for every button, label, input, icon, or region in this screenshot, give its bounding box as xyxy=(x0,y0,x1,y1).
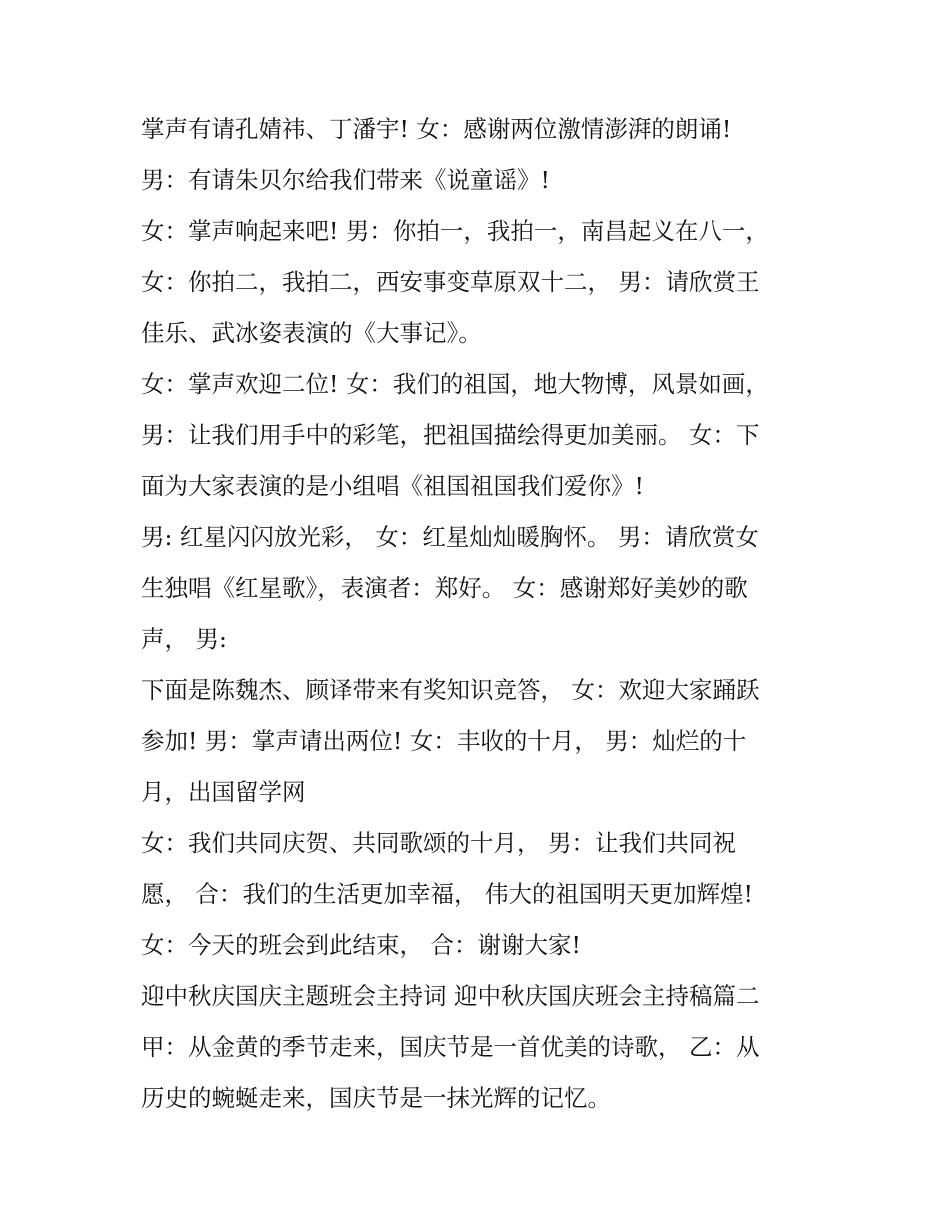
text-line: 甲：从金黄的季节走来，国庆节是一首优美的诗歌， 乙：从 xyxy=(141,1033,760,1061)
text-line: 女：我们共同庆贺、共同歌颂的十月， 男：让我们共同祝 xyxy=(141,829,736,857)
text-line: 男：有请朱贝尔给我们带来《说童谣》! xyxy=(141,166,550,194)
text-line: 愿， 合：我们的生活更加幸福， 伟大的祖国明天更加辉煌! xyxy=(141,880,753,908)
text-line: 女：掌声欢迎二位! 女：我们的祖国，地大物博，风景如画， xyxy=(141,370,769,398)
text-line: 女：今天的班会到此结束， 合：谢谢大家! xyxy=(141,931,581,959)
document-body xyxy=(141,104,801,1124)
text-line: 下面是陈魏杰、顾译带来有奖知识竞答， 女：欢迎大家踊跃 xyxy=(141,676,760,704)
text-line: 女：掌声响起来吧! 男：你拍一，我拍一，南昌起义在八一， xyxy=(141,217,769,245)
text-line: 面为大家表演的是小组唱《祖国祖国我们爱你》! xyxy=(141,472,644,500)
text-line: 掌声有请孔婧祎、丁潘宇! 女：感谢两位激情澎湃的朗诵! xyxy=(141,115,732,143)
text-line: 参加! 男：掌声请出两位! 女：丰收的十月， 男：灿烂的十 xyxy=(141,727,747,755)
text-line: 女：你拍二，我拍二，西安事变草原双十二， 男：请欣赏王 xyxy=(141,268,760,296)
text-line: 声， 男: xyxy=(141,625,227,653)
text-line: 生独唱《红星歌》，表演者：郑好。 女：感谢郑好美妙的歌 xyxy=(141,574,748,602)
text-line: 男: 红星闪闪放光彩， 女：红星灿灿暖胸怀。 男：请欣赏女 xyxy=(141,523,759,551)
text-line: 月，出国留学网 xyxy=(141,778,306,806)
text-line: 佳乐、武冰姿表演的《大事记》。 xyxy=(141,319,482,347)
text-line: 迎中秋庆国庆主题班会主持词 迎中秋庆国庆班会主持稿篇二 xyxy=(141,982,760,1010)
text-line: 男：让我们用手中的彩笔，把祖国描绘得更加美丽。 女：下 xyxy=(141,421,760,449)
text-line: 历史的蜿蜒走来，国庆节是一抹光辉的记忆。 xyxy=(141,1084,611,1112)
